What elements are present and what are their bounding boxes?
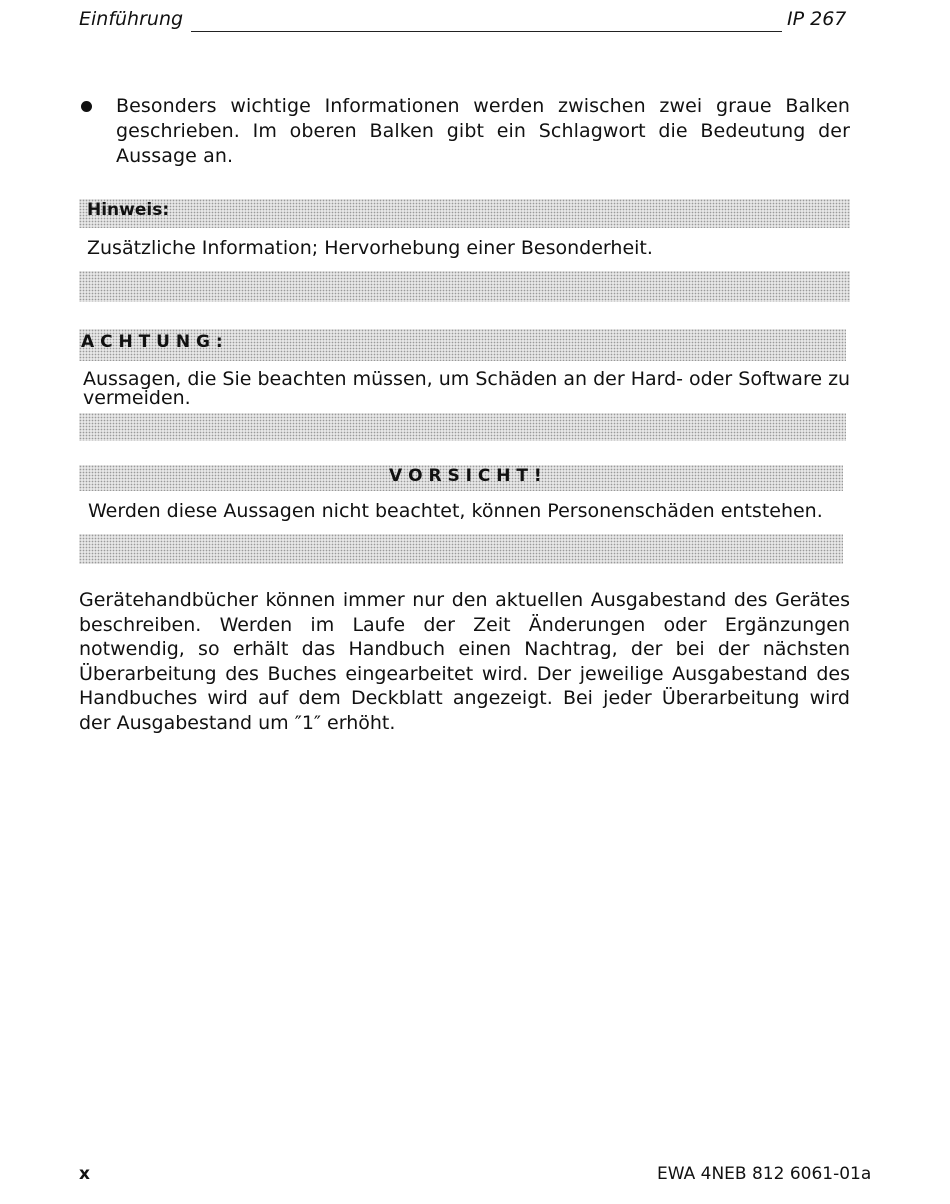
achtung-top-bar (79, 329, 846, 361)
hinweis-bottom-bar (79, 271, 850, 302)
footer-page-number: x (79, 1164, 90, 1184)
footer-document-id: EWA 4NEB 812 6061-01a (657, 1164, 872, 1184)
vorsicht-text: Werden diese Aussagen nicht beachtet, können Personenschäden entstehen. (88, 500, 823, 522)
achtung-bottom-bar (79, 413, 846, 441)
vorsicht-bottom-bar (79, 534, 843, 564)
hinweis-label: Hinweis: (87, 200, 170, 220)
header-device-name: IP 267 (787, 8, 847, 30)
hinweis-text: Zusätzliche Information; Hervorhebung einer Besonderheit. (87, 237, 653, 259)
body-paragraph: Gerätehandbücher können immer nur den aktuellen Ausgabestand des Gerätes beschreiben. Werden im Laufe der Zeit Änderungen oder Ergänzungen notwendig, so erhält das Handbuch einen Nachtrag, der bei der nächsten Überarbeitung des Buches eingearbeitet wird. Der jeweilige Ausgabestand des Handbuches wird auf dem Deckblatt angezeigt. Bei jeder Überarbeitung wird der Ausgabestand um ″1″ erhöht. (79, 589, 850, 734)
header-rule (191, 31, 782, 32)
achtung-label: A C H T U N G : (81, 332, 223, 352)
achtung-text-line1: Aussagen, die Sie beachten müssen, um Schäden an der Hard- oder Software zu (83, 368, 851, 390)
bullet-text: Besonders wichtige Informationen werden zwischen zwei graue Balken geschrieben. Im oberen Balken gibt ein Schlagwort die Bedeutung der Aussage an. (116, 95, 850, 167)
vorsicht-top-bar (79, 465, 843, 491)
header-section-title: Einführung (79, 8, 184, 30)
hinweis-top-bar (79, 199, 850, 228)
vorsicht-label: V O R S I C H T ! (389, 466, 542, 486)
achtung-text-line2: vermeiden. (83, 387, 191, 409)
bullet-icon (81, 101, 92, 112)
